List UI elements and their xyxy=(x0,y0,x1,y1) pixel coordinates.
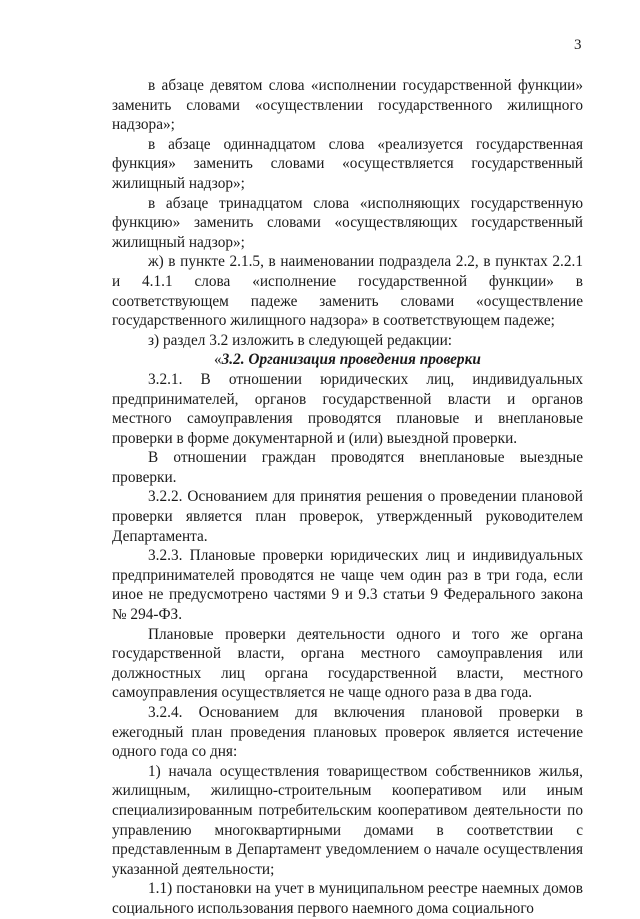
paragraph: 3.2.4. Основанием для включения плановой проверки в ежегодный план проведения плановых проверок является истечение одного года со дня: xyxy=(112,704,583,761)
paragraph: В отношении граждан проводятся внеплановые выездные проверки. xyxy=(112,449,583,486)
document-body xyxy=(112,76,583,919)
paragraph: 3.2.2. Основанием для принятия решения о проведении плановой проверки является план проверок, утвержденный руководителем Департамента. xyxy=(112,488,583,545)
section-heading-text: 3.2. Организация проведения проверки xyxy=(221,351,481,369)
paragraph: Плановые проверки деятельности одного и того же органа государственной власти, органа местного самоуправления или должностных лиц органа государственной власти, местного самоуправления осуществляется не чаще одного раза в два года. xyxy=(112,625,583,702)
paragraph: 1) начала осуществления товариществом собственников жилья, жилищным, жилищно-строительным кооперативом или иным специализированным потребительским кооперативом деятельности по управлению многоквартирными домами в соответствии с представленным в Департамент уведомлением о начале осуществления указанной деятельности; xyxy=(112,762,583,878)
paragraph: з) раздел 3.2 изложить в следующей редакции: xyxy=(148,331,453,349)
opening-quote: « xyxy=(214,351,222,369)
paragraph: в абзаце девятом слова «исполнении государственной функции» заменить словами «осуществлении государственного жилищного надзора»; xyxy=(112,77,583,134)
paragraph: в абзаце тринадцатом слова «исполняющих государственную функцию» заменить словами «осуществляющих государственный жилищный надзор»; xyxy=(112,194,583,251)
section-heading xyxy=(112,350,583,370)
paragraph: 3.2.3. Плановые проверки юридических лиц и индивидуальных предпринимателей проводятся не чаще чем один раз в три года, если иное не предусмотрено частями 9 и 9.3 статьи 9 Федерального закона № 294-ФЗ. xyxy=(112,547,583,624)
page-number: 3 xyxy=(574,37,582,53)
paragraph: ж) в пункте 2.1.5, в наименовании подраздела 2.2, в пунктах 2.2.1 и 4.1.1 слова «исполнение государственной функции» в соответствующем падеже заменить словами «осуществление государственного жилищного надзора» в соответствующем падеже; xyxy=(112,253,583,330)
paragraph: 3.2.1. В отношении юридических лиц, индивидуальных предпринимателей, органов государственной власти и органов местного самоуправления проводятся плановые и внеплановые проверки в форме документарной и (или) выездной проверки. xyxy=(112,370,583,447)
paragraph: в абзаце одиннадцатом слова «реализуется государственная функция» заменить словами «осуществляется государственный жилищный надзор»; xyxy=(112,135,583,192)
paragraph: 1.1) постановки на учет в муниципальном реестре наемных домов социального использования первого наемного дома социального xyxy=(112,880,583,917)
